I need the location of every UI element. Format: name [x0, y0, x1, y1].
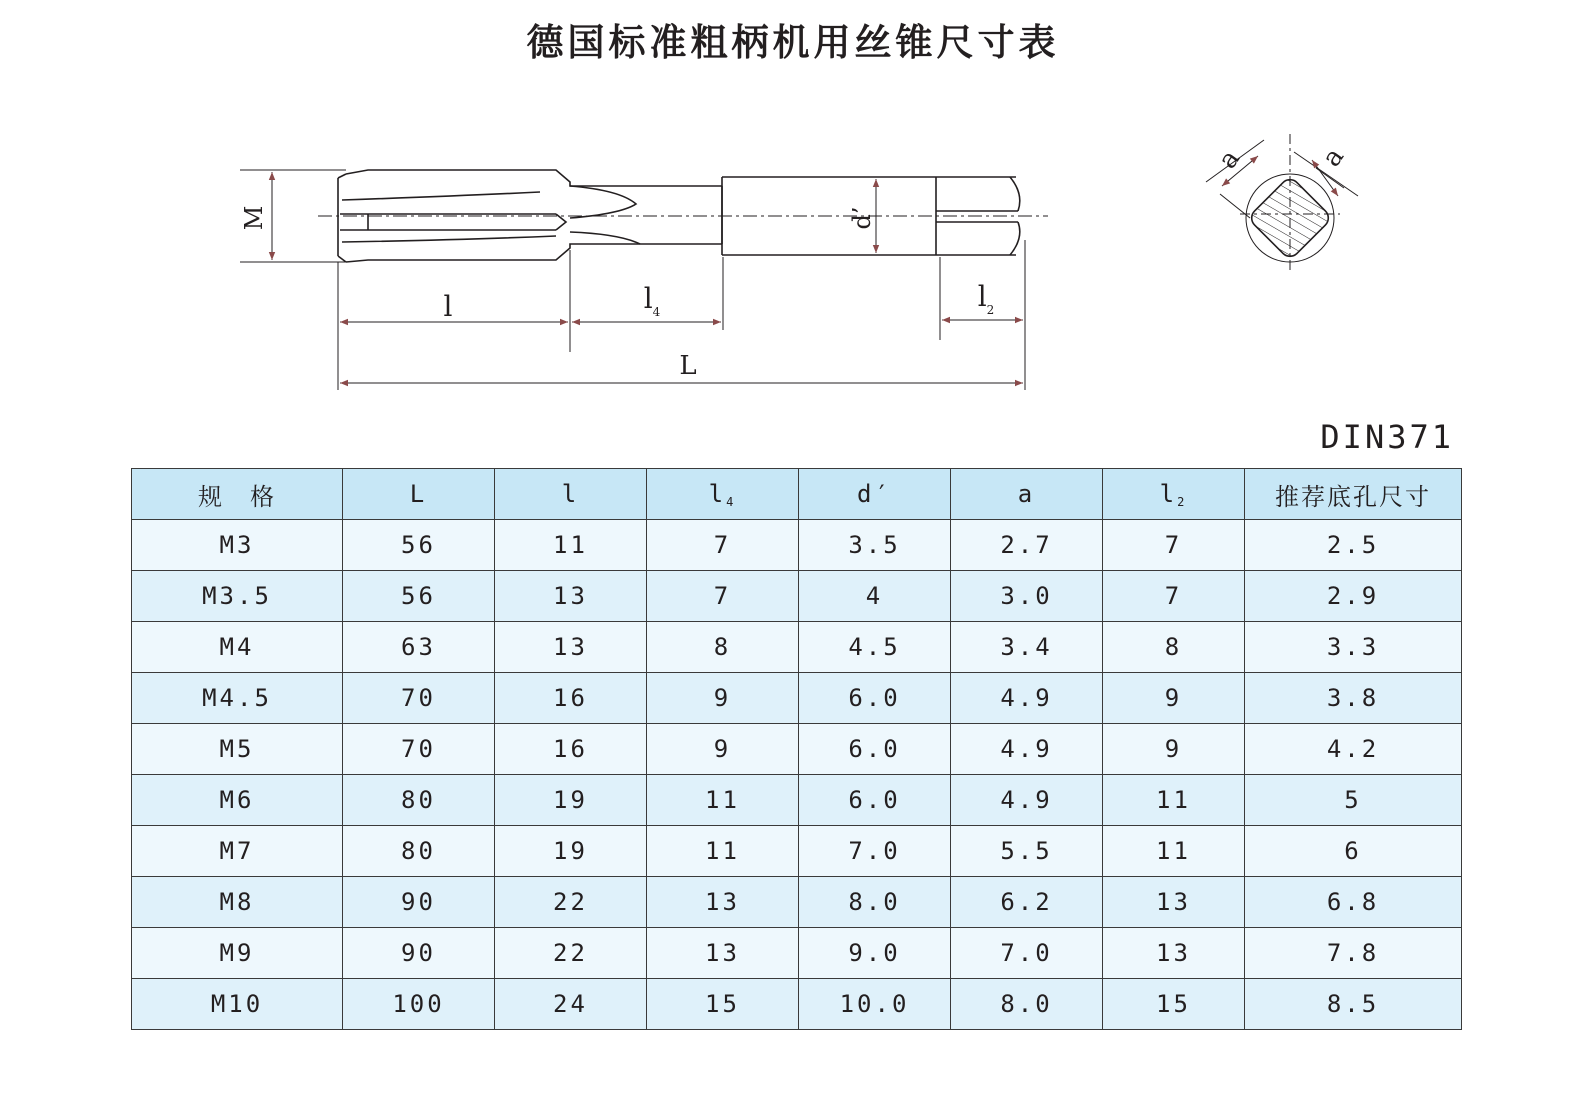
cell-l: 22: [495, 877, 647, 928]
table-row: [132, 826, 1462, 877]
table-row: [132, 928, 1462, 979]
cell-spec: M3.5: [132, 571, 343, 622]
cell-spec: M9: [132, 928, 343, 979]
cell-L: 70: [343, 673, 495, 724]
cell-L: 90: [343, 928, 495, 979]
header-a: a: [951, 469, 1103, 520]
label-a-left: a: [1212, 144, 1247, 175]
cell-L: 56: [343, 571, 495, 622]
page-title: 德国标准粗柄机用丝锥尺寸表: [526, 21, 1060, 64]
cell-d: 6.0: [799, 673, 951, 724]
cell-a: 4.9: [951, 724, 1103, 775]
cell-a: 4.9: [951, 775, 1103, 826]
cell-l4: 15: [647, 979, 799, 1030]
label-d: d’: [848, 206, 876, 230]
table-header-row: [132, 469, 1462, 520]
cell-drill-size: 6: [1245, 826, 1462, 877]
cell-d: 7.0: [799, 826, 951, 877]
cell-l2: 8: [1103, 622, 1245, 673]
cell-spec: M5: [132, 724, 343, 775]
cell-d: 4: [799, 571, 951, 622]
cell-L: 80: [343, 775, 495, 826]
header-l2: $l_2$: [1103, 469, 1245, 520]
cell-l: 16: [495, 673, 647, 724]
header-L: L: [343, 469, 495, 520]
standard-code: DIN371: [1320, 418, 1454, 456]
label-a-right: a: [1316, 142, 1351, 173]
cell-spec: M3: [132, 520, 343, 571]
cell-l: 16: [495, 724, 647, 775]
cell-L: 70: [343, 724, 495, 775]
cell-L: 63: [343, 622, 495, 673]
cell-drill-size: 5: [1245, 775, 1462, 826]
cell-l4: 9: [647, 724, 799, 775]
cell-drill-size: 2.5: [1245, 520, 1462, 571]
cell-drill-size: 7.8: [1245, 928, 1462, 979]
label-L: L: [679, 351, 697, 381]
cell-a: 4.9: [951, 673, 1103, 724]
cell-L: 100: [343, 979, 495, 1030]
cell-l2: 11: [1103, 775, 1245, 826]
header-d: d′: [799, 469, 951, 520]
cell-a: 5.5: [951, 826, 1103, 877]
cell-l: 22: [495, 928, 647, 979]
cell-spec: M4: [132, 622, 343, 673]
cell-drill-size: 6.8: [1245, 877, 1462, 928]
cell-l4: 13: [647, 877, 799, 928]
header-drill-size: 推荐底孔尺寸: [1245, 469, 1462, 520]
cell-l4: 7: [647, 520, 799, 571]
cell-d: 3.5: [799, 520, 951, 571]
label-l2: $l_2$: [977, 280, 995, 317]
cell-drill-size: 4.2: [1245, 724, 1462, 775]
cell-a: 3.0: [951, 571, 1103, 622]
cell-drill-size: 8.5: [1245, 979, 1462, 1030]
cell-l2: 7: [1103, 571, 1245, 622]
cell-drill-size: 3.3: [1245, 622, 1462, 673]
cell-drill-size: 2.9: [1245, 571, 1462, 622]
cell-l: 24: [495, 979, 647, 1030]
cell-a: 3.4: [951, 622, 1103, 673]
cell-l: 13: [495, 622, 647, 673]
cell-L: 90: [343, 877, 495, 928]
table-row: [132, 979, 1462, 1030]
cell-L: 56: [343, 520, 495, 571]
cell-l4: 8: [647, 622, 799, 673]
label-l: l: [443, 290, 453, 323]
table-row: [132, 673, 1462, 724]
cell-d: 6.0: [799, 724, 951, 775]
cell-l2: 7: [1103, 520, 1245, 571]
tap-drawing: [0, 0, 1586, 460]
cell-d: 4.5: [799, 622, 951, 673]
cell-l2: 9: [1103, 673, 1245, 724]
cell-d: 10.0: [799, 979, 951, 1030]
cell-l4: 13: [647, 928, 799, 979]
cell-a: 7.0: [951, 928, 1103, 979]
label-l4: $l_4$: [643, 282, 661, 319]
cell-spec: M4.5: [132, 673, 343, 724]
cell-drill-size: 3.8: [1245, 673, 1462, 724]
cell-l4: 11: [647, 826, 799, 877]
cell-L: 80: [343, 826, 495, 877]
table-row: [132, 571, 1462, 622]
label-M: M: [240, 205, 268, 231]
cell-d: 9.0: [799, 928, 951, 979]
cell-d: 6.0: [799, 775, 951, 826]
cell-l: 13: [495, 571, 647, 622]
dimension-table: [131, 468, 1462, 1030]
cell-d: 8.0: [799, 877, 951, 928]
header-spec: 规 格: [132, 469, 343, 520]
cell-l4: 7: [647, 571, 799, 622]
cell-spec: M7: [132, 826, 343, 877]
header-l: l: [495, 469, 647, 520]
header-l4: $l_4$: [647, 469, 799, 520]
cell-l2: 9: [1103, 724, 1245, 775]
cell-l: 19: [495, 826, 647, 877]
table-row: [132, 775, 1462, 826]
cell-l: 11: [495, 520, 647, 571]
cell-a: 8.0: [951, 979, 1103, 1030]
cell-l2: 11: [1103, 826, 1245, 877]
cell-l4: 9: [647, 673, 799, 724]
cell-a: 6.2: [951, 877, 1103, 928]
table-row: [132, 724, 1462, 775]
cell-l2: 15: [1103, 979, 1245, 1030]
cell-l2: 13: [1103, 928, 1245, 979]
table-row: [132, 622, 1462, 673]
cell-spec: M8: [132, 877, 343, 928]
table-row: [132, 520, 1462, 571]
cell-l: 19: [495, 775, 647, 826]
cell-spec: M10: [132, 979, 343, 1030]
table-row: [132, 877, 1462, 928]
cell-a: 2.7: [951, 520, 1103, 571]
cell-l4: 11: [647, 775, 799, 826]
cell-l2: 13: [1103, 877, 1245, 928]
cell-spec: M6: [132, 775, 343, 826]
